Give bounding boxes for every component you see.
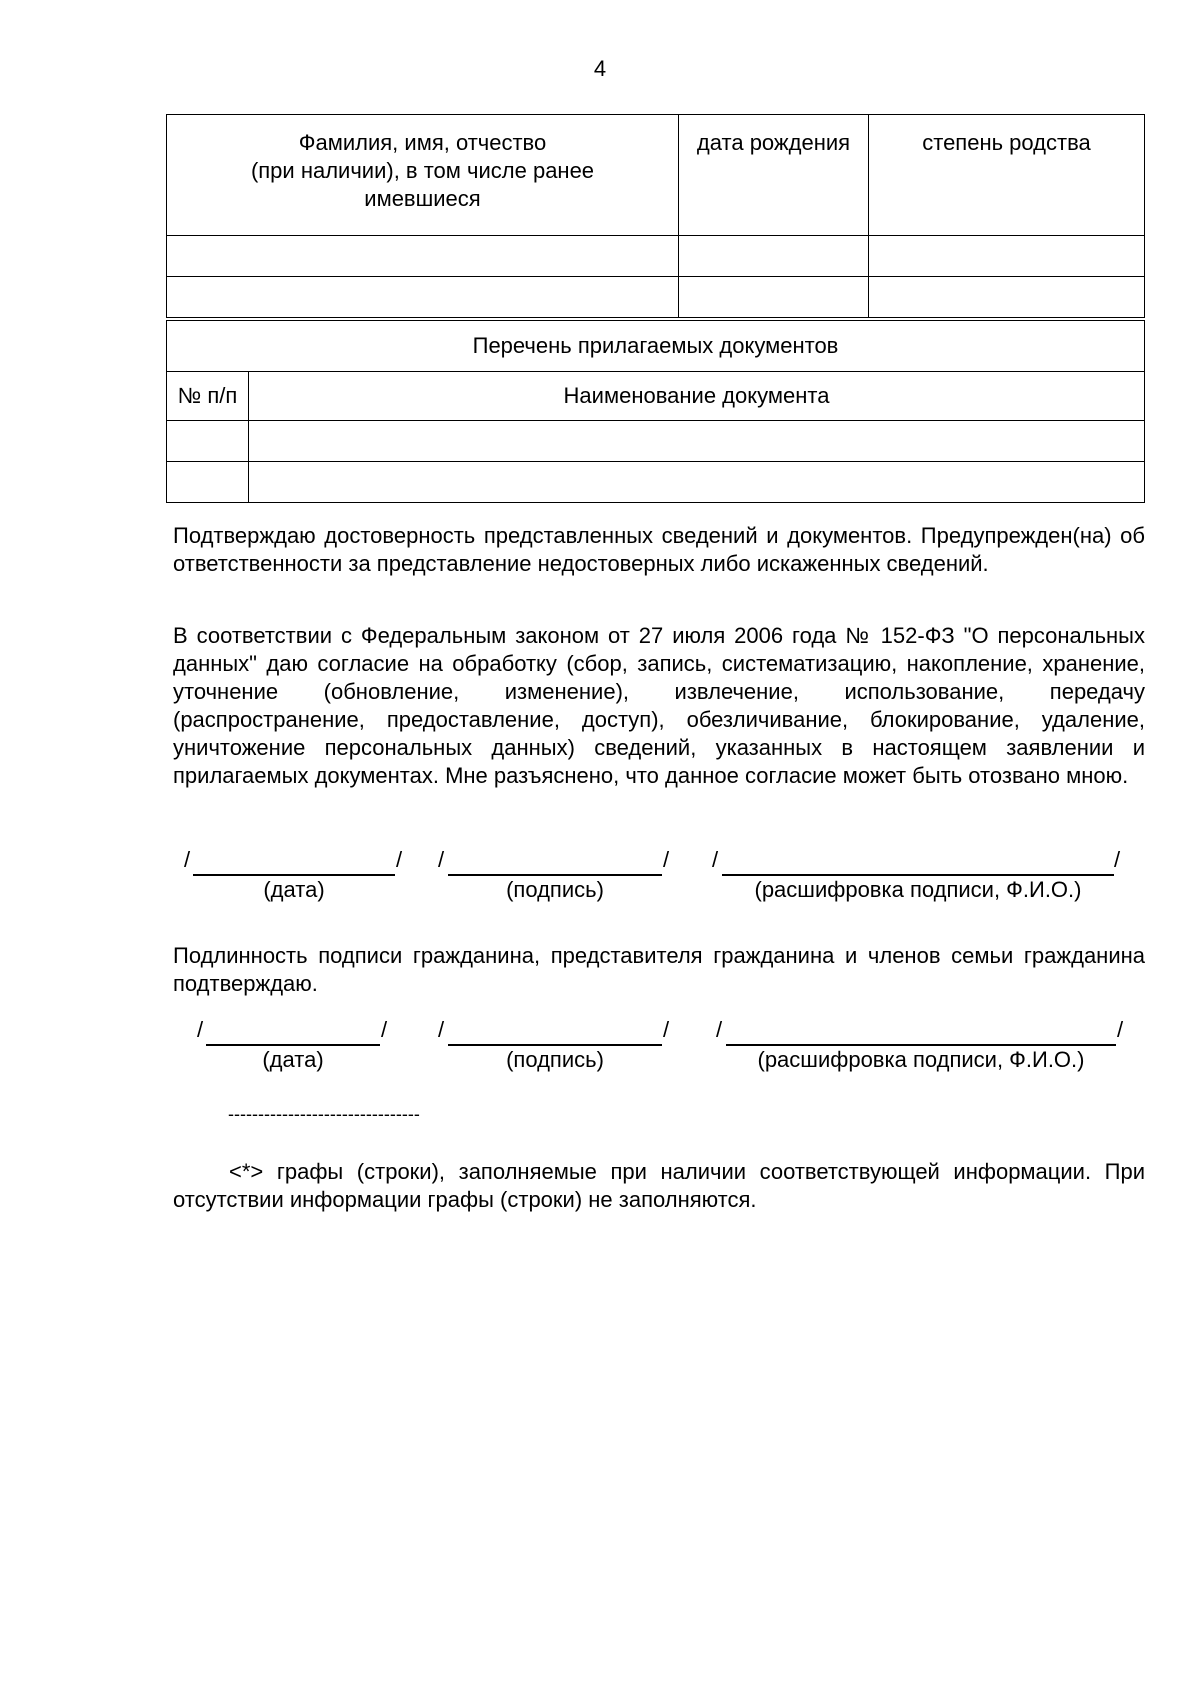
signature-block-2: [0, 1016, 1200, 1076]
slash: /: [438, 847, 445, 872]
slash: /: [1117, 1017, 1124, 1042]
slash: /: [1114, 847, 1121, 872]
header-number: № п/п: [167, 372, 249, 421]
date-line[interactable]: [206, 1016, 380, 1046]
table-cell[interactable]: [167, 421, 249, 462]
table-cell[interactable]: [167, 236, 679, 277]
table-cell[interactable]: [679, 277, 869, 318]
relatives-table: [166, 114, 1145, 318]
consent-paragraph: В соответствии с Федеральным законом от 27 июля 2006 года № 152-ФЗ "О персональных данных" даю согласие на обработку (сбор, запись, систематизацию, накопление, хранение, уточнение (обновление, изменение), извлечение, использование, передачу (распространение, предоставление, доступ), обезличивание, блокирование, удаление, уничтожение персональных данных) сведений, указанных в настоящем заявлении и прилагаемых документах. Мне разъяснено, что данное согласие может быть отозвано мною.: [173, 623, 1145, 788]
table-cell[interactable]: [249, 421, 1145, 462]
table-cell[interactable]: [167, 462, 249, 503]
table-cell[interactable]: [679, 236, 869, 277]
signature-line[interactable]: [448, 846, 662, 876]
slash: /: [197, 1017, 204, 1042]
confirmation-paragraph: Подтверждаю достоверность представленных сведений и документов. Предупрежден(на) об ответственности за представление недостоверных либо искаженных сведений.: [173, 523, 1145, 576]
header-birth-date: [679, 115, 869, 236]
signature-line[interactable]: [448, 1016, 662, 1046]
date-caption: (дата): [263, 877, 325, 902]
footnote-paragraph: <*> графы (строки), заполняемые при наличии соответствующей информации. При отсутствии информации графы (строки) не заполняются.: [173, 1159, 1145, 1212]
signature-caption: (подпись): [506, 877, 604, 902]
header-full-name-label: Фамилия, имя, отчество (при наличии), в том числе ранее имевшиеся: [250, 130, 595, 211]
documents-table: [166, 320, 1145, 503]
slash: /: [396, 847, 403, 872]
slash: /: [381, 1017, 388, 1042]
table-row: [167, 421, 1145, 462]
full-name-line[interactable]: [722, 846, 1114, 876]
slash: /: [184, 847, 191, 872]
signature-block-1: [0, 846, 1200, 906]
slash: /: [663, 847, 670, 872]
table-cell[interactable]: [869, 236, 1145, 277]
signature-caption: (подпись): [506, 1047, 604, 1072]
header-birth-date-label: дата рождения: [696, 130, 851, 155]
table-row: [167, 236, 1145, 277]
table-cell[interactable]: [869, 277, 1145, 318]
slash: /: [712, 847, 719, 872]
documents-table-header: [167, 372, 1145, 421]
header-relationship: [869, 115, 1145, 236]
date-caption: (дата): [262, 1047, 324, 1072]
slash: /: [716, 1017, 723, 1042]
slash: /: [438, 1017, 445, 1042]
header-relationship-label: степень родства: [922, 130, 1091, 155]
page-number: 4: [593, 56, 607, 81]
date-line[interactable]: [193, 846, 395, 876]
header-document-name: Наименование документа: [249, 372, 1145, 421]
authenticity-paragraph: Подлинность подписи гражданина, представителя гражданина и членов семьи гражданина подтверждаю.: [173, 943, 1145, 996]
full-name-caption: (расшифровка подписи, Ф.И.О.): [754, 877, 1082, 902]
documents-table-title-row: [167, 321, 1145, 372]
table-row: [167, 462, 1145, 503]
slash: /: [663, 1017, 670, 1042]
table-row: [167, 277, 1145, 318]
footnote-divider: --------------------------------: [228, 1104, 420, 1124]
full-name-caption: (расшифровка подписи, Ф.И.О.): [757, 1047, 1085, 1072]
table-cell[interactable]: [249, 462, 1145, 503]
header-full-name: [167, 115, 679, 236]
relatives-table-header: [167, 115, 1145, 236]
table-cell[interactable]: [167, 277, 679, 318]
documents-table-title: Перечень прилагаемых документов: [167, 321, 1145, 372]
full-name-line[interactable]: [726, 1016, 1116, 1046]
